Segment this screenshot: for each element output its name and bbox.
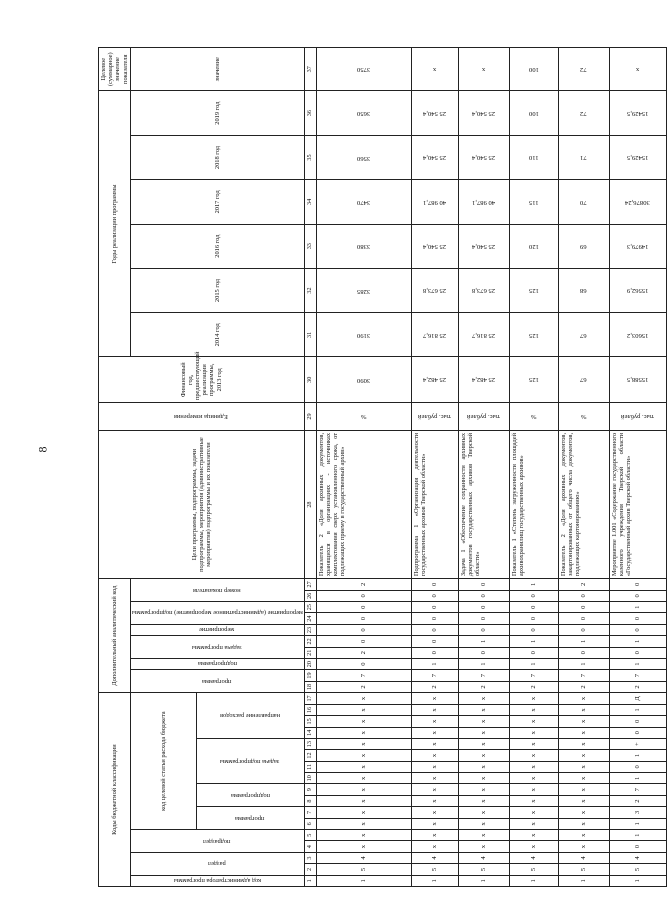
column-number: 16 — [304, 704, 316, 715]
year-2018-header: 2018 год — [130, 135, 304, 179]
row-description: Мероприятие 1.001 «Содержание государственного казенного учреждения Тверской области «Государственный архив Тверской области» — [609, 430, 666, 578]
code-cell: 1 — [558, 636, 609, 647]
code-cell: x — [411, 784, 458, 795]
year-value: 14979,3 — [609, 224, 666, 268]
year-value: 69 — [558, 224, 609, 268]
year-2014-header: 2014 год — [130, 313, 304, 357]
code-cell: x — [411, 773, 458, 784]
column-number: 4 — [304, 841, 316, 852]
target-value: x — [458, 48, 509, 91]
column-number: 30 — [304, 357, 316, 403]
code-cell: 7 — [558, 670, 609, 681]
code-cell: x — [558, 750, 609, 761]
column-number: 2 — [304, 864, 316, 875]
code-cell: 0 — [411, 613, 458, 624]
code-cell: 5 — [558, 864, 609, 875]
table-row — [558, 48, 609, 887]
code-cell: x — [316, 704, 411, 715]
row-unit: % — [509, 403, 558, 431]
code-cell: 7 — [316, 670, 411, 681]
subprogram-subheader: подпрограмма — [196, 784, 304, 807]
code-cell: 0 — [558, 602, 609, 613]
code-cell: 0 — [558, 647, 609, 658]
code-cell: 2 — [558, 681, 609, 692]
code-cell: x — [558, 738, 609, 749]
code-cell: 4 — [316, 852, 411, 863]
table-row — [609, 48, 666, 887]
code-cell: 1 — [609, 750, 666, 761]
code-cell: 1 — [609, 773, 666, 784]
column-number: 17 — [304, 693, 316, 705]
code-cell: 1 — [609, 602, 666, 613]
year-2015-header: 2015 год — [130, 268, 304, 312]
program-table-sheet — [98, 47, 655, 887]
column-number: 10 — [304, 773, 316, 784]
target-value: 100 — [509, 48, 558, 91]
code-cell: 1 — [609, 818, 666, 829]
code-cell: x — [458, 818, 509, 829]
year-value: 25 540,4 — [411, 91, 458, 135]
code-cell: x — [316, 750, 411, 761]
code-cell: 4 — [411, 852, 458, 863]
code-cell: 0 — [411, 636, 458, 647]
code-cell: x — [316, 773, 411, 784]
year-value: 3380 — [316, 224, 411, 268]
an-task-header: задача программы — [130, 636, 304, 659]
code-cell: x — [411, 841, 458, 852]
target-value: 72 — [558, 48, 609, 91]
code-cell: x — [316, 761, 411, 772]
code-cell: x — [509, 773, 558, 784]
code-cell: x — [411, 704, 458, 715]
column-number: 23 — [304, 624, 316, 635]
code-cell: 0 — [509, 647, 558, 658]
column-number: 27 — [304, 579, 316, 590]
code-cell: x — [411, 795, 458, 806]
code-cell: x — [509, 841, 558, 852]
code-cell: 0 — [609, 761, 666, 772]
row-unit: тыс. рублей — [458, 403, 509, 431]
row-description: Показатель 2 «Доля архивных документов, закартонированных от общего числа документов, подлежащих картонированию» — [558, 430, 609, 578]
years-header: Годы реализации программы — [99, 91, 131, 357]
code-cell: x — [509, 830, 558, 841]
task-subheader: задача подпрограммы — [196, 738, 304, 784]
code-cell: 3 — [609, 807, 666, 818]
column-number: 1 — [304, 875, 316, 886]
code-cell: 0 — [609, 841, 666, 852]
column-number: 21 — [304, 647, 316, 658]
code-cell: x — [458, 773, 509, 784]
column-number-row — [304, 48, 316, 887]
goals-header: Цели программы, подпрограммы, задачи подпрограммы, мероприятия (административные мероприятия) подпрограммы и их показатели — [99, 430, 305, 578]
column-number: 18 — [304, 681, 316, 692]
code-cell: 1 — [609, 830, 666, 841]
code-cell: x — [458, 727, 509, 738]
target-value-header: значение — [130, 48, 304, 91]
code-cell: 1 — [509, 658, 558, 669]
code-cell: x — [509, 704, 558, 715]
column-number: 29 — [304, 403, 316, 431]
code-cell: x — [458, 807, 509, 818]
column-number: 36 — [304, 91, 316, 135]
target-value: 3750 — [316, 48, 411, 91]
column-number: 31 — [304, 313, 316, 357]
code-cell: 1 — [558, 658, 609, 669]
code-cell: 2 — [316, 681, 411, 692]
code-cell: 1 — [458, 658, 509, 669]
code-cell: x — [509, 761, 558, 772]
code-cell: 4 — [458, 852, 509, 863]
budget-codes-header: Коды бюджетной классификации — [99, 693, 131, 887]
code-cell: 7 — [458, 670, 509, 681]
code-cell: 1 — [509, 875, 558, 886]
row-unit: % — [316, 403, 411, 431]
column-number: 32 — [304, 268, 316, 312]
code-cell: x — [316, 727, 411, 738]
code-cell: x — [509, 818, 558, 829]
code-cell: 1 — [316, 875, 411, 886]
code-cell: 0 — [609, 613, 666, 624]
code-cell: 1 — [411, 658, 458, 669]
year-value: 125 — [509, 268, 558, 312]
value-2013: 25 482,4 — [458, 357, 509, 403]
code-cell: 2 — [609, 681, 666, 692]
code-cell: 1 — [458, 875, 509, 886]
code-cell: Д — [609, 693, 666, 705]
code-cell: 1 — [558, 875, 609, 886]
year-value: 15603,2 — [609, 313, 666, 357]
column-number: 19 — [304, 670, 316, 681]
code-cell: x — [411, 738, 458, 749]
year-value: 71 — [558, 135, 609, 179]
code-cell: x — [411, 716, 458, 727]
target-value: x — [609, 48, 666, 91]
code-cell: 2 — [411, 681, 458, 692]
column-number: 12 — [304, 750, 316, 761]
code-cell: 0 — [509, 602, 558, 613]
code-cell: 0 — [558, 624, 609, 635]
year-value: 125 — [509, 313, 558, 357]
year-value: 3650 — [316, 91, 411, 135]
code-cell: 0 — [316, 624, 411, 635]
code-cell: 0 — [316, 590, 411, 601]
code-cell: 7 — [609, 670, 666, 681]
column-number: 37 — [304, 48, 316, 91]
column-number: 3 — [304, 852, 316, 863]
code-cell: 0 — [458, 579, 509, 590]
table-row — [509, 48, 558, 887]
value-2013: 3090 — [316, 357, 411, 403]
code-cell: 5 — [509, 864, 558, 875]
code-cell: 0 — [411, 624, 458, 635]
target-value: x — [411, 48, 458, 91]
code-cell: x — [509, 784, 558, 795]
code-cell: x — [558, 693, 609, 705]
column-number: 5 — [304, 830, 316, 841]
code-cell: x — [316, 738, 411, 749]
code-cell: 0 — [509, 613, 558, 624]
column-number: 26 — [304, 590, 316, 601]
code-cell: x — [458, 750, 509, 761]
code-cell: x — [509, 807, 558, 818]
section-header: раздел — [130, 852, 304, 875]
code-cell: x — [316, 795, 411, 806]
code-cell: x — [558, 841, 609, 852]
value-2013: 67 — [558, 357, 609, 403]
code-cell: 5 — [411, 864, 458, 875]
code-cell: x — [316, 818, 411, 829]
year-value: 25 540,4 — [458, 135, 509, 179]
unit-header: Единица измерения — [99, 403, 305, 431]
code-cell: 0 — [411, 647, 458, 658]
target-header: Целевое (суммарное) значение показателя — [99, 48, 131, 91]
code-cell: 0 — [609, 716, 666, 727]
code-cell: x — [316, 807, 411, 818]
code-cell: 0 — [609, 590, 666, 601]
code-cell: x — [558, 818, 609, 829]
code-cell: 1 — [509, 579, 558, 590]
code-cell: 4 — [509, 852, 558, 863]
code-cell: 1 — [458, 636, 509, 647]
code-cell: x — [458, 761, 509, 772]
code-cell: x — [316, 841, 411, 852]
year-value: 72 — [558, 91, 609, 135]
column-number: 11 — [304, 761, 316, 772]
column-number: 24 — [304, 613, 316, 624]
year-2017-header: 2017 год — [130, 180, 304, 224]
code-cell: 2 — [609, 795, 666, 806]
code-cell: 7 — [609, 784, 666, 795]
year-value: 25 540,4 — [411, 135, 458, 179]
code-cell: x — [558, 727, 609, 738]
column-number: 13 — [304, 738, 316, 749]
code-cell: x — [411, 807, 458, 818]
code-cell: x — [558, 807, 609, 818]
year-value: 100 — [509, 91, 558, 135]
code-cell: x — [411, 818, 458, 829]
code-cell: 0 — [609, 579, 666, 590]
code-cell: x — [411, 750, 458, 761]
code-cell: 0 — [316, 602, 411, 613]
code-cell: x — [558, 761, 609, 772]
subsection-header: подраздел — [130, 830, 304, 853]
column-number: 22 — [304, 636, 316, 647]
year-value: 110 — [509, 135, 558, 179]
year-value: 3285 — [316, 268, 411, 312]
direction-subheader: направление расходов — [196, 693, 304, 739]
code-cell: 0 — [411, 579, 458, 590]
code-cell: x — [509, 795, 558, 806]
year-value: 3560 — [316, 135, 411, 179]
code-cell: 1 — [509, 636, 558, 647]
code-cell: 7 — [509, 670, 558, 681]
code-cell: 0 — [558, 590, 609, 601]
code-cell: x — [411, 693, 458, 705]
table-row — [458, 48, 509, 887]
code-cell: 2 — [509, 681, 558, 692]
code-cell: x — [458, 795, 509, 806]
code-cell: 0 — [458, 624, 509, 635]
column-number: 28 — [304, 430, 316, 578]
row-description: Подпрограмма 1 «Организация деятельности государственных архивов Тверской области» — [411, 430, 458, 578]
value-2013: 25 482,4 — [411, 357, 458, 403]
row-description: Показатель 1 «Степень загруженности площадей архивохранилищ государственных архивов» — [509, 430, 558, 578]
target-article-header: код целевой статьи расхода бюджета — [130, 693, 196, 830]
row-unit: тыс. рублей — [411, 403, 458, 431]
value-2013: 125 — [509, 357, 558, 403]
code-cell: x — [558, 830, 609, 841]
year-value: 3190 — [316, 313, 411, 357]
column-number: 8 — [304, 795, 316, 806]
code-cell: 5 — [316, 864, 411, 875]
year-value: 40 987,1 — [458, 180, 509, 224]
year-value: 15429,5 — [609, 91, 666, 135]
page-number: 8 — [35, 446, 50, 453]
code-cell: 0 — [558, 613, 609, 624]
code-cell: 5 — [458, 864, 509, 875]
code-cell: 0 — [509, 590, 558, 601]
code-cell: 0 — [609, 727, 666, 738]
column-number: 15 — [304, 716, 316, 727]
year-value: 25 540,4 — [458, 91, 509, 135]
year-value: 15429,5 — [609, 135, 666, 179]
code-cell: 4 — [558, 852, 609, 863]
year-2019-header: 2019 год — [130, 91, 304, 135]
code-cell: 1 — [609, 658, 666, 669]
year-value: 68 — [558, 268, 609, 312]
code-cell: 0 — [316, 658, 411, 669]
code-cell: x — [458, 784, 509, 795]
code-cell: 2 — [316, 647, 411, 658]
column-number: 25 — [304, 602, 316, 613]
column-number: 9 — [304, 784, 316, 795]
year-value: 15562,9 — [609, 268, 666, 312]
code-cell: x — [411, 727, 458, 738]
code-cell: 5 — [609, 864, 666, 875]
code-cell: 2 — [558, 579, 609, 590]
code-cell: 0 — [411, 602, 458, 613]
year-value: 25 673,8 — [458, 268, 509, 312]
column-number: 20 — [304, 658, 316, 669]
program-table — [98, 47, 667, 887]
column-number: 7 — [304, 807, 316, 818]
year-value: 25 816,7 — [458, 313, 509, 357]
code-cell: x — [558, 784, 609, 795]
year-value: 25 673,8 — [411, 268, 458, 312]
fin-prev-header: Финансовый год, предшествующий реализации программы, 2013 год — [99, 357, 305, 403]
code-cell: x — [509, 693, 558, 705]
row-description: Показатель 2 «Доля архивных документов, хранящихся в организациях - источниках комплектования сверх установленного срока, от подлежащих приему в государственный архив» — [316, 430, 411, 578]
year-value: 3470 — [316, 180, 411, 224]
an-indicator-header: номер показателя — [130, 579, 304, 602]
code-cell: 1 — [609, 875, 666, 886]
year-value: 120 — [509, 224, 558, 268]
code-cell: 0 — [316, 636, 411, 647]
year-value: 40 987,1 — [411, 180, 458, 224]
program-subheader: программа — [196, 807, 304, 830]
code-cell: 4 — [609, 852, 666, 863]
code-cell: 0 — [458, 613, 509, 624]
code-cell: x — [411, 761, 458, 772]
code-cell: x — [316, 830, 411, 841]
column-number: 14 — [304, 727, 316, 738]
code-cell: x — [458, 704, 509, 715]
year-value: 30876,24 — [609, 180, 666, 224]
code-cell: + — [609, 738, 666, 749]
code-cell: 0 — [411, 590, 458, 601]
year-value: 70 — [558, 180, 609, 224]
year-2016-header: 2016 год — [130, 224, 304, 268]
column-number: 6 — [304, 818, 316, 829]
code-cell: 0 — [609, 647, 666, 658]
code-cell: 2 — [458, 681, 509, 692]
code-cell: x — [558, 716, 609, 727]
code-cell: x — [316, 693, 411, 705]
code-cell: 0 — [458, 647, 509, 658]
an-event-header: мероприятие (административное мероприятие) подпрограммы — [130, 602, 304, 625]
column-number: 34 — [304, 180, 316, 224]
code-cell: 0 — [316, 613, 411, 624]
year-value: 67 — [558, 313, 609, 357]
code-cell: 2 — [316, 579, 411, 590]
value-2013: 15588,5 — [609, 357, 666, 403]
code-cell: x — [509, 716, 558, 727]
analytic-code-header: Дополнительный аналитический код — [99, 579, 131, 693]
year-value: 115 — [509, 180, 558, 224]
year-value: 25 540,4 — [411, 224, 458, 268]
code-cell: x — [458, 716, 509, 727]
code-cell: 1 — [411, 875, 458, 886]
an-program-header: программа — [130, 670, 304, 693]
an-event-num-header: мероприятие — [130, 624, 304, 635]
code-cell: 1 — [609, 704, 666, 715]
code-cell: x — [316, 784, 411, 795]
row-description: Задача 1 «Обеспечение сохранности архивных документов государственных архивов Тверской области» — [458, 430, 509, 578]
code-cell: 0 — [509, 624, 558, 635]
year-value: 25 816,7 — [411, 313, 458, 357]
code-cell: x — [316, 716, 411, 727]
an-subprogram-header: подпрограмма — [130, 658, 304, 669]
column-number: 33 — [304, 224, 316, 268]
code-cell: x — [509, 738, 558, 749]
code-cell: x — [509, 727, 558, 738]
table-row — [316, 48, 411, 887]
code-cell: 0 — [609, 624, 666, 635]
code-cell: 7 — [411, 670, 458, 681]
column-number: 35 — [304, 135, 316, 179]
code-cell: x — [509, 750, 558, 761]
code-cell: 1 — [609, 636, 666, 647]
row-unit: % — [558, 403, 609, 431]
code-cell: x — [558, 795, 609, 806]
table-row — [411, 48, 458, 887]
row-unit: тыс. рублей — [609, 403, 666, 431]
code-cell: x — [458, 738, 509, 749]
code-cell: x — [458, 693, 509, 705]
code-cell: 0 — [458, 602, 509, 613]
code-cell: x — [458, 830, 509, 841]
code-cell: x — [558, 704, 609, 715]
admin-code-header: код администратора программы — [130, 875, 304, 886]
code-cell: 0 — [458, 590, 509, 601]
code-cell: x — [558, 773, 609, 784]
code-cell: x — [458, 841, 509, 852]
year-value: 25 540,4 — [458, 224, 509, 268]
code-cell: x — [411, 830, 458, 841]
